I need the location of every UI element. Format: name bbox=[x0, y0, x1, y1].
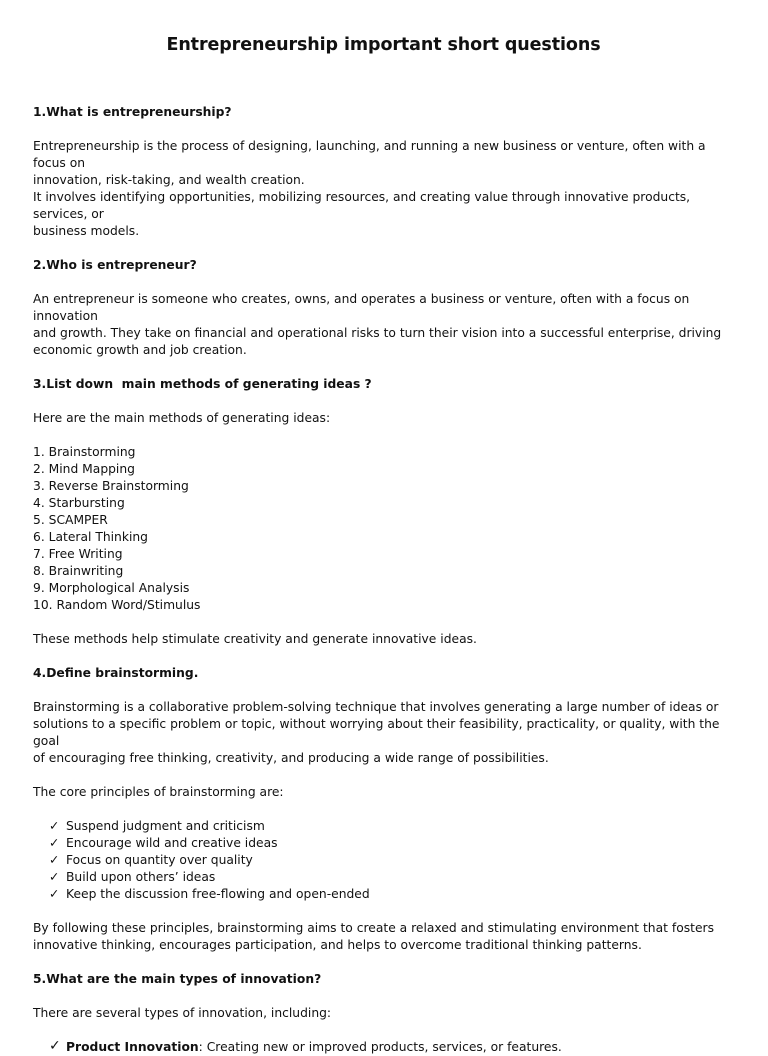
question-5-intro: There are several types of innovation, including: bbox=[33, 1006, 332, 1020]
principles-intro: The core principles of brainstorming are: bbox=[33, 785, 284, 799]
list-item bbox=[49, 886, 734, 903]
principles-list bbox=[33, 818, 734, 903]
question-4-heading: 4.Define brainstorming. bbox=[33, 666, 199, 680]
checkmark-icon: ✓ bbox=[49, 819, 60, 833]
answer-line: solutions to a specific problem or topic, without worrying about their feasibility, practicality, or quality, with the goal bbox=[33, 717, 720, 748]
innovation-type-description: : Creating new or improved products, services, or features. bbox=[198, 1040, 562, 1054]
idea-methods-list bbox=[33, 444, 734, 614]
question-3-heading: 3.List down main methods of generating ideas ? bbox=[33, 377, 372, 391]
list-item: 10. Random Word/Stimulus bbox=[33, 598, 201, 612]
answer-line: Entrepreneurship is the process of designing, launching, and running a new business or venture, often with a focus on bbox=[33, 139, 706, 170]
innovation-types-list bbox=[33, 1039, 734, 1056]
list-item-label: Focus on quantity over quality bbox=[66, 853, 253, 867]
answer-line: An entrepreneur is someone who creates, owns, and operates a business or venture, often with a focus on innovation bbox=[33, 292, 690, 323]
list-item-label: Build upon others’ ideas bbox=[66, 870, 216, 884]
answer-line: economic growth and job creation. bbox=[33, 343, 247, 357]
list-item: 8. Brainwriting bbox=[33, 564, 124, 578]
answer-line: innovative thinking, encourages participation, and helps to overcome traditional thinking patterns. bbox=[33, 938, 642, 952]
list-item: 3. Reverse Brainstorming bbox=[33, 479, 189, 493]
checkmark-icon: ✓ bbox=[49, 887, 60, 901]
question-4-closing bbox=[33, 920, 734, 954]
question-5-heading: 5.What are the main types of innovation? bbox=[33, 972, 322, 986]
list-item: 4. Starbursting bbox=[33, 496, 125, 510]
document-title: Entrepreneurship important short questions bbox=[166, 35, 601, 55]
question-2-heading: 2.Who is entrepreneur? bbox=[33, 258, 197, 272]
checkmark-icon: ✓ bbox=[49, 836, 60, 850]
innovation-type-term: Product Innovation bbox=[66, 1040, 199, 1054]
list-item: 7. Free Writing bbox=[33, 547, 123, 561]
answer-line: innovation, risk-taking, and wealth creation. bbox=[33, 173, 305, 187]
list-item-label: Keep the discussion free-flowing and open-ended bbox=[66, 887, 370, 901]
list-item bbox=[49, 835, 734, 852]
list-item bbox=[49, 1039, 734, 1056]
list-item: 5. SCAMPER bbox=[33, 513, 108, 527]
list-item bbox=[49, 852, 734, 869]
question-3-intro: Here are the main methods of generating ideas: bbox=[33, 411, 331, 425]
checkmark-icon: ✓ bbox=[49, 1038, 61, 1054]
answer-line: and growth. They take on financial and operational risks to turn their vision into a successful enterprise, driving bbox=[33, 326, 722, 340]
list-item: 6. Lateral Thinking bbox=[33, 530, 148, 544]
question-4-answer bbox=[33, 699, 734, 767]
list-item bbox=[49, 818, 734, 835]
question-2-answer bbox=[33, 291, 734, 359]
question-3-outro: These methods help stimulate creativity and generate innovative ideas. bbox=[33, 632, 477, 646]
question-1-heading: 1.What is entrepreneurship? bbox=[33, 105, 232, 119]
answer-line: Brainstorming is a collaborative problem-solving technique that involves generating a large number of ideas or bbox=[33, 700, 719, 714]
list-item-label: Suspend judgment and criticism bbox=[66, 819, 265, 833]
answer-line: It involves identifying opportunities, mobilizing resources, and creating value through innovative products, services, or bbox=[33, 190, 691, 221]
list-item: 2. Mind Mapping bbox=[33, 462, 135, 476]
answer-line: business models. bbox=[33, 224, 140, 238]
list-item: 1. Brainstorming bbox=[33, 445, 136, 459]
answer-line: of encouraging free thinking, creativity, and producing a wide range of possibilities. bbox=[33, 751, 549, 765]
checkmark-icon: ✓ bbox=[49, 853, 60, 867]
answer-line: By following these principles, brainstorming aims to create a relaxed and stimulating environment that fosters bbox=[33, 921, 714, 935]
question-1-answer bbox=[33, 138, 734, 240]
list-item bbox=[49, 869, 734, 886]
checkmark-icon: ✓ bbox=[49, 870, 60, 884]
list-item-label: Encourage wild and creative ideas bbox=[66, 836, 278, 850]
list-item: 9. Morphological Analysis bbox=[33, 581, 190, 595]
